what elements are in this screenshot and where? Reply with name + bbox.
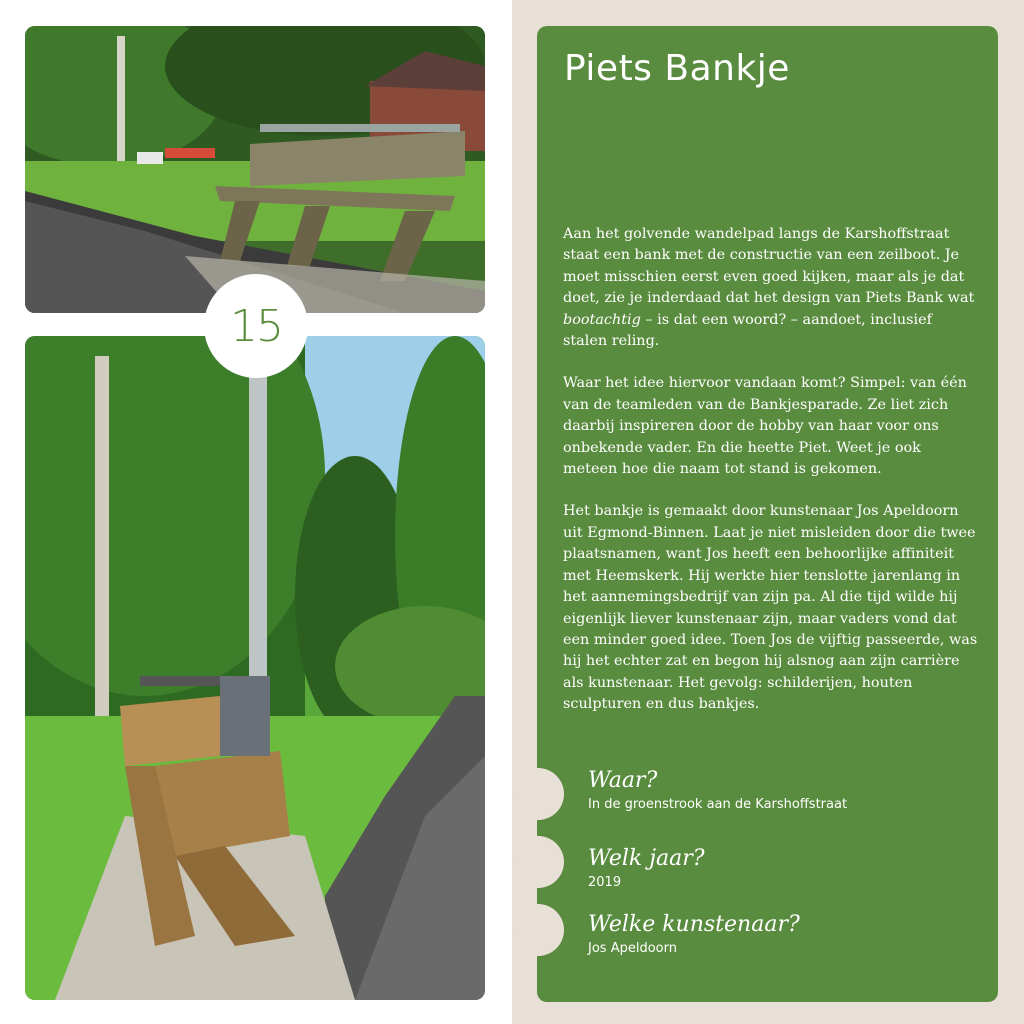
- emphasis-bootachtig: bootachtig: [563, 311, 641, 328]
- fact-question: Welk jaar?: [588, 846, 705, 871]
- paragraph-1: Aan het golvende wandelpad langs de Karshoffstraat staat een bank met de constructie van een zeilboot. Je moet misschien eerst even goed kijken, maar als je dat doet, zie je inderdaad dat het design van Piets Bank wat bootachtig – is dat een woord? – aandoet, inclusief stalen reling.: [563, 226, 975, 350]
- fact-answer: 2019: [588, 875, 622, 890]
- body-text: [563, 224, 978, 737]
- paragraph-3: Het bankje is gemaakt door kunstenaar Jos Apeldoorn uit Egmond-Binnen. Laat je niet misleiden door die twee plaatsnamen, want Jos heeft een behoorlijke affiniteit met Heemskerk. Hij werkte hier tenslotte jarenlang in het aannemingsbedrijf van zijn pa. Al die tijd wilde hij eigenlijk liever kunstenaar zijn, maar vaders vond dat een minder goed idee. Toen Jos de vijftig passeerde, was hij het echter zat en begon hij alsnog aan zijn carrière als kunstenaar. Het gevolg: schilderijen, houten sculpturen en dus bankjes.: [563, 503, 978, 713]
- paragraph-2: Waar het idee hiervoor vandaan komt? Simpel: van één van de teamleden van de Bankjesparade. Ze liet zich daarbij inspireren door de hobby van haar voor ons onbekende vader. En die heette Piet. Weet je ook meteen hoe die naam tot stand is gekomen.: [563, 375, 967, 478]
- notch-decoration: [512, 836, 564, 888]
- fact-answer: Jos Apeldoorn: [588, 941, 677, 956]
- page-title: Piets Bankje: [564, 48, 790, 89]
- fact-question: Waar?: [588, 768, 658, 793]
- notch-decoration: [512, 768, 564, 820]
- photo-bench-path-view: [25, 336, 485, 1000]
- photo-bench-side-view: [25, 26, 485, 313]
- fact-year: [588, 846, 705, 892]
- page-number-badge: 15: [204, 274, 308, 378]
- fact-question: Welke kunstenaar?: [588, 912, 800, 937]
- fact-answer: In de groenstrook aan de Karshoffstraat: [588, 797, 848, 812]
- fact-artist: [588, 912, 800, 958]
- notch-decoration: [512, 904, 564, 956]
- fact-where: [588, 768, 847, 814]
